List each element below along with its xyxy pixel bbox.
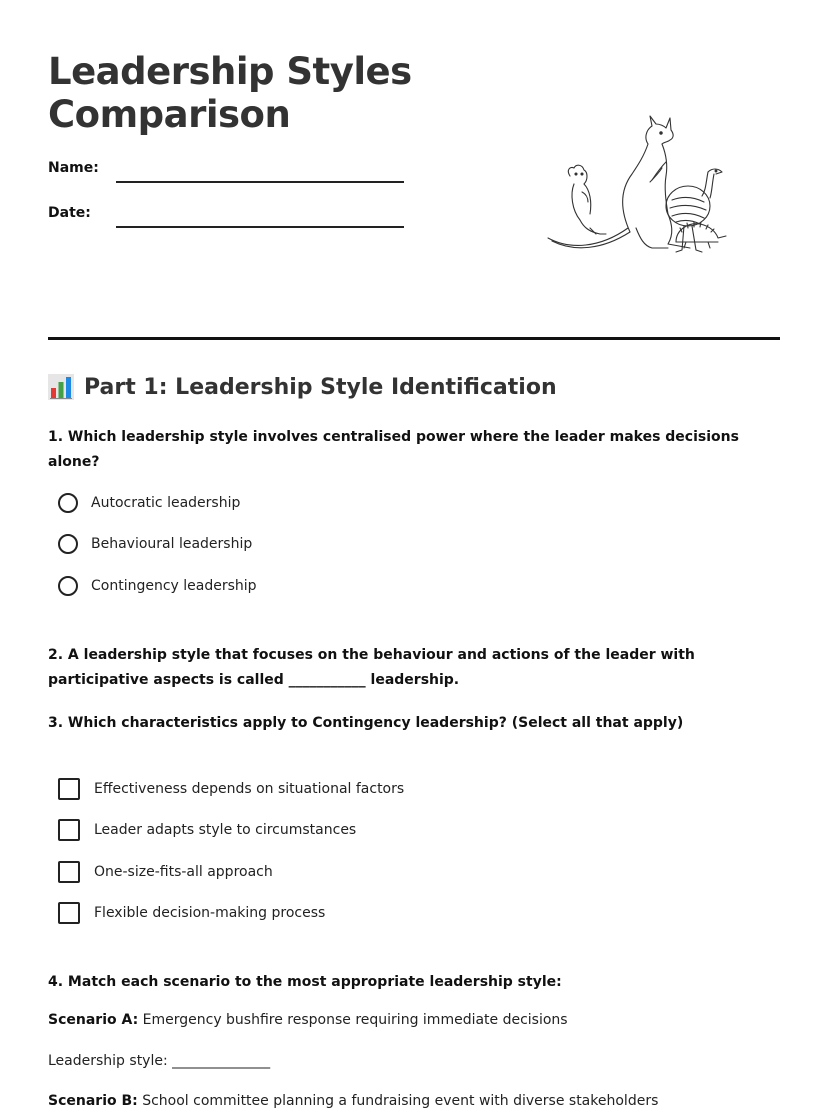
option-label: One-size-fits-all approach bbox=[94, 864, 273, 880]
option-label: Contingency leadership bbox=[91, 578, 257, 594]
q1-option-autocratic[interactable] bbox=[58, 491, 240, 515]
option-label: Effectiveness depends on situational factors bbox=[94, 781, 405, 797]
radio-button[interactable] bbox=[58, 493, 78, 513]
question-3: 3. Which characteristics apply to Contingency leadership? (Select all that apply) bbox=[48, 715, 684, 731]
q3-option-one-size[interactable] bbox=[58, 860, 273, 884]
name-field[interactable] bbox=[116, 181, 404, 183]
option-label: Behavioural leadership bbox=[91, 536, 253, 552]
checkbox[interactable] bbox=[58, 861, 80, 883]
name-label: Name: bbox=[48, 160, 99, 176]
title-line-1: Leadership Styles bbox=[48, 50, 412, 93]
q3-option-adapts[interactable] bbox=[58, 818, 356, 842]
bar-chart-icon bbox=[48, 374, 74, 400]
q3-option-situational[interactable] bbox=[58, 777, 404, 801]
q3-option-flexible[interactable] bbox=[58, 901, 325, 925]
scenario-b bbox=[48, 1093, 658, 1109]
radio-button[interactable] bbox=[58, 576, 78, 596]
page-title bbox=[48, 50, 412, 136]
scenario-b-label: Scenario B: bbox=[48, 1093, 138, 1109]
scenario-a-text: Emergency bushfire response requiring immediate decisions bbox=[138, 1012, 568, 1028]
scenario-a-label: Scenario A: bbox=[48, 1012, 139, 1028]
q1-option-contingency[interactable] bbox=[58, 574, 257, 598]
checkbox[interactable] bbox=[58, 819, 80, 841]
section-divider bbox=[48, 337, 780, 340]
checkbox[interactable] bbox=[58, 902, 80, 924]
option-label: Flexible decision-making process bbox=[94, 905, 326, 921]
scenario-b-text: School committee planning a fundraising event with diverse stakeholders bbox=[137, 1093, 659, 1109]
option-label: Leader adapts style to circumstances bbox=[94, 822, 357, 838]
scenario-a-style-answer[interactable]: Leadership style: ______________ bbox=[48, 1053, 271, 1069]
part1-heading-text: Part 1: Leadership Style Identification bbox=[84, 374, 557, 400]
part1-heading bbox=[48, 374, 557, 400]
date-label: Date: bbox=[48, 205, 91, 221]
australian-animals-illustration bbox=[540, 110, 730, 260]
option-label: Autocratic leadership bbox=[91, 495, 241, 511]
date-field[interactable] bbox=[116, 226, 404, 228]
q1-option-behavioural[interactable] bbox=[58, 532, 252, 556]
question-2: 2. A leadership style that focuses on the behaviour and actions of the leader with participative aspects is called ___________ leadership. bbox=[48, 647, 695, 688]
scenario-a bbox=[48, 1012, 568, 1028]
question-4: 4. Match each scenario to the most appropriate leadership style: bbox=[48, 974, 562, 990]
checkbox[interactable] bbox=[58, 778, 80, 800]
title-line-2: Comparison bbox=[48, 93, 291, 136]
radio-button[interactable] bbox=[58, 534, 78, 554]
question-1: 1. Which leadership style involves centralised power where the leader makes decisions alone? bbox=[48, 429, 739, 470]
